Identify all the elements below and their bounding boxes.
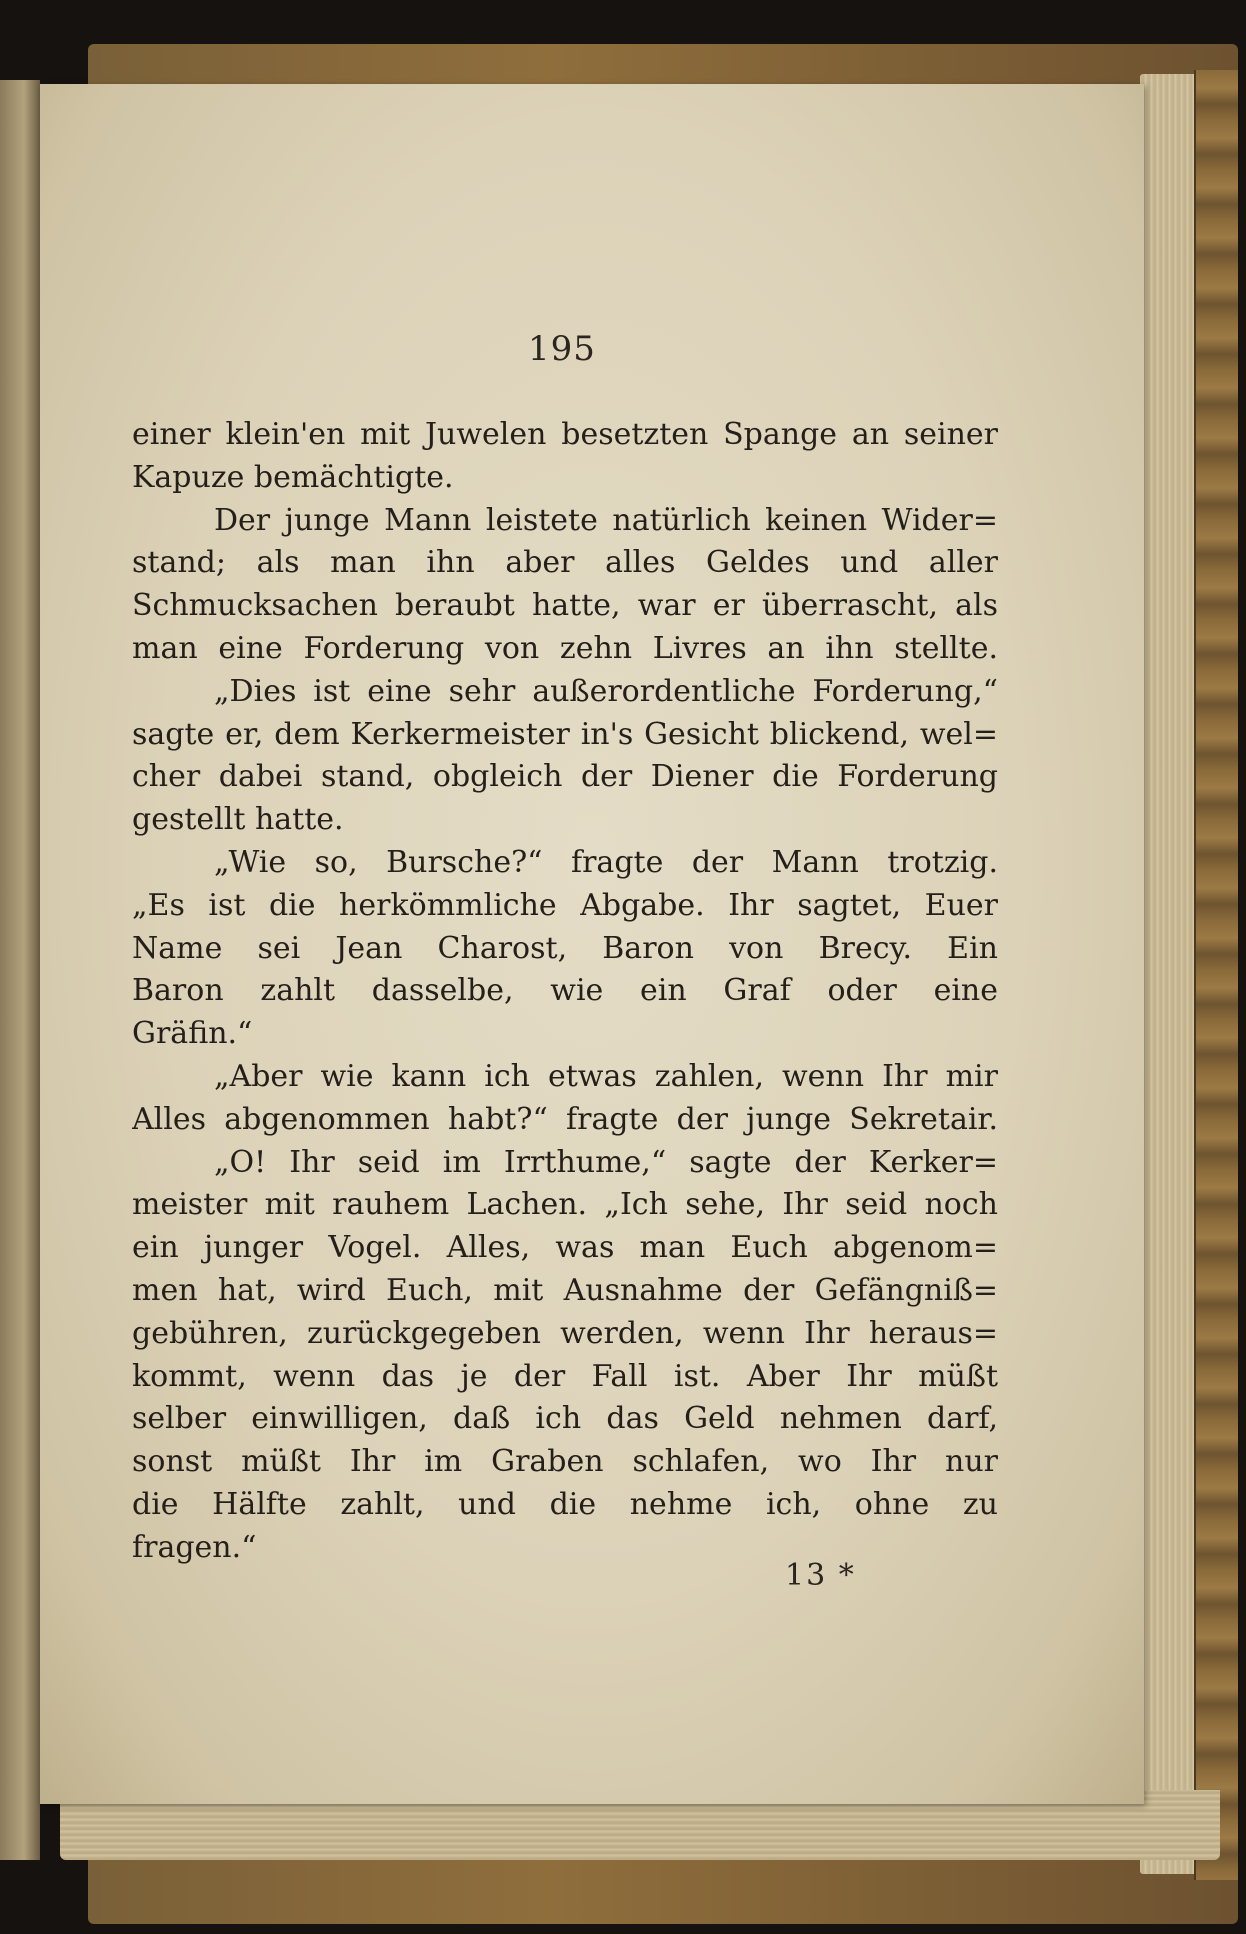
signature-mark: 13 * [785, 1558, 856, 1593]
book-page [40, 84, 1144, 1804]
text-line: selber einwilligen, daß ich das Geld nehmen darf, [132, 1401, 998, 1437]
text-line: „Es ist die herkömmliche Abgabe. Ihr sagtet, Euer [132, 887, 998, 923]
text-line: Schmucksachen beraubt hatte, war er überrascht, als [132, 588, 998, 624]
page-edges-right [1140, 74, 1200, 1874]
text-line: sagte er, dem Kerkermeister in's Gesicht blickend, wel= [132, 716, 998, 752]
text-line: gebühren, zurückgegeben werden, wenn Ihr heraus= [132, 1315, 998, 1351]
text-line: die Hälfte zahlt, und die nehme ich, ohne zu [132, 1486, 998, 1522]
text-line: cher dabei stand, obgleich der Diener die Forderung [132, 759, 998, 795]
text-line: Name sei Jean Charost, Baron von Brecy. Ein [132, 930, 998, 966]
text-line: sonst müßt Ihr im Graben schlafen, wo Ihr nur [132, 1444, 998, 1480]
text-line: „Dies ist eine sehr außerordentliche Forderung,“ [214, 673, 998, 709]
page-number: 195 [528, 329, 596, 369]
text-line: gestellt hatte. [132, 802, 344, 838]
text-line: Kapuze bemächtigte. [132, 459, 454, 495]
text-line: einer klein'en mit Juwelen besetzten Spange an seiner [132, 417, 998, 452]
text-line: ein junger Vogel. Alles, was man Euch abgenom= [132, 1230, 998, 1266]
text-line: Baron zahlt dasselbe, wie ein Graf oder eine [132, 973, 998, 1009]
book-spine [1194, 70, 1238, 1880]
text-line: „Aber wie kann ich etwas zahlen, wenn Ihr mir [214, 1058, 998, 1094]
text-line: stand; als man ihn aber alles Geldes und aller [132, 545, 998, 581]
text-line: fragen.“ [132, 1529, 257, 1565]
text-line: man eine Forderung von zehn Livres an ihn stellte. [132, 630, 998, 666]
text-line: „O! Ihr seid im Irrthume,“ sagte der Kerker= [214, 1144, 998, 1180]
body-text [132, 414, 998, 1570]
text-line: „Wie so, Bursche?“ fragte der Mann trotzig. [214, 844, 998, 880]
text-line: men hat, wird Euch, mit Ausnahme der Gefängniß= [132, 1272, 998, 1308]
text-line: Der junge Mann leistete natürlich keinen Wider= [214, 502, 998, 538]
text-line: Gräfin.“ [132, 1016, 253, 1052]
text-line: meister mit rauhem Lachen. „Ich sehe, Ihr seid noch [132, 1187, 998, 1223]
text-line: kommt, wenn das je der Fall ist. Aber Ihr müßt [132, 1358, 998, 1394]
text-line: Alles abgenommen habt?“ fragte der junge Sekretair. [132, 1101, 998, 1137]
facing-page-edge [0, 80, 40, 1860]
